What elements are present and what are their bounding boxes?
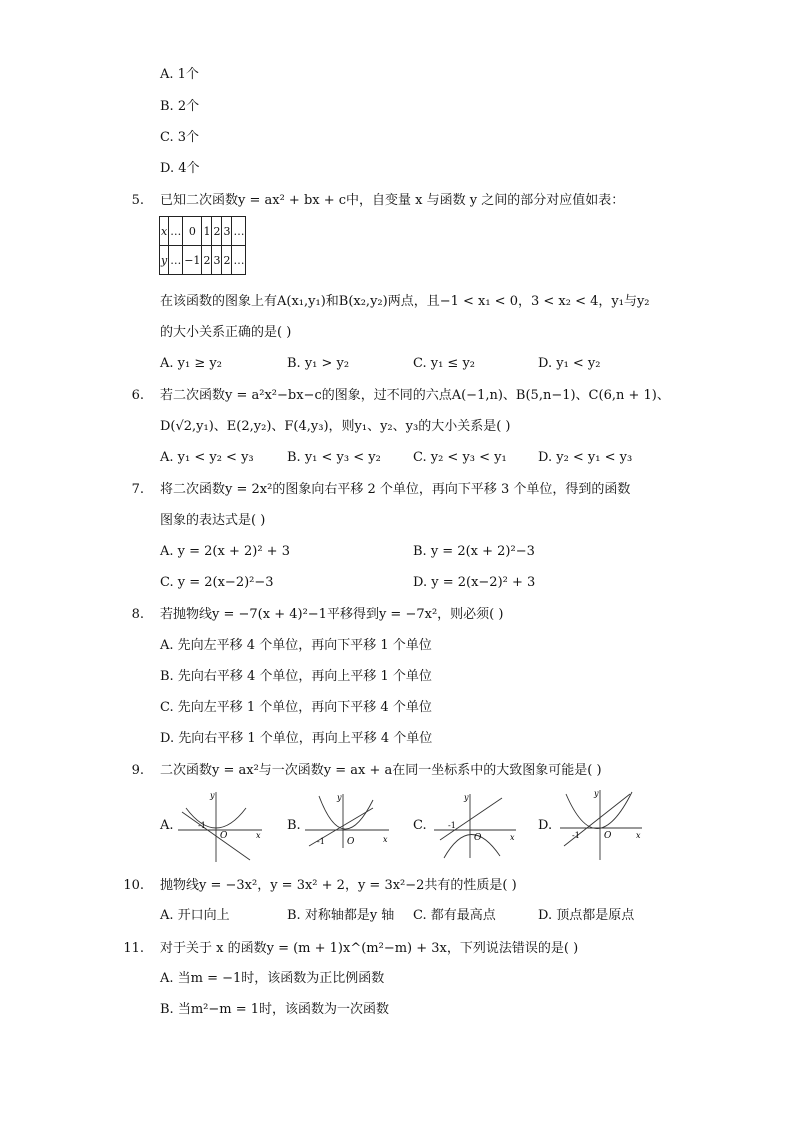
q9-graph-d [556, 786, 648, 862]
table-row [160, 246, 246, 275]
table-cell: −1 [183, 246, 202, 275]
q5-option-b: B. y₁ > y₂ [287, 356, 350, 371]
line-graph [440, 798, 502, 840]
neg-one-label: -1 [448, 821, 456, 830]
q8-option-a: A. 先向左平移 4 个单位，再向下平移 1 个单位 [160, 638, 432, 653]
q9-number: 9. [131, 763, 144, 778]
neg-one-label: -1 [317, 837, 325, 846]
x-axis-label: x [510, 833, 515, 842]
q10-number: 10. [123, 878, 144, 893]
q5-question: 的大小关系正确的是( ) [160, 325, 292, 340]
q4-option-d: D. 4个 [160, 161, 200, 176]
parabola [566, 792, 632, 829]
x-axis-label: x [256, 831, 261, 840]
q7-stem-continued: 图象的表达式是( ) [160, 513, 266, 528]
q6-option-a: A. y₁ < y₂ < y₃ [160, 450, 254, 465]
q6-option-b: B. y₁ < y₃ < y₂ [287, 450, 381, 465]
q8-option-d: D. 先向右平移 1 个单位，再向上平移 4 个单位 [160, 731, 433, 746]
q11-option-b: B. 当m²−m = 1时，该函数为一次函数 [160, 1002, 390, 1017]
q11-option-a: A. 当m = −1时，该函数为正比例函数 [160, 971, 385, 986]
q5-condition: 在该函数的图象上有A(x₁,y₁)和B(x₂,y₂)两点，且−1 < x₁ < 0，3 < x₂ < 4，y₁与y₂ [160, 294, 650, 309]
q9-graph-a-label: A. [160, 818, 174, 833]
q11-number: 11. [123, 941, 144, 956]
q9-stem: 二次函数y = ax²与一次函数y = ax + a在同一坐标系中的大致图象可能是( ) [160, 763, 602, 778]
table-cell: … [169, 246, 183, 275]
q6-stem: 若二次函数y = a²x²−bx−c的图象，过不同的六点A(−1,n)、B(5,n−1)、C(6,n + 1)、 [160, 388, 670, 403]
q10-stem: 抛物线y = −3x²，y = 3x² + 2，y = 3x²−2共有的性质是( ) [160, 878, 517, 893]
y-axis-label: y [594, 789, 599, 798]
origin-label: O [474, 833, 482, 843]
table-cell: 1 [202, 217, 212, 246]
y-axis-label: y [210, 791, 215, 800]
q6-number: 6. [131, 388, 144, 403]
q8-number: 8. [131, 607, 144, 622]
q5-stem: 已知二次函数y = ax² + bx + c中，自变量 x 与函数 y 之间的部分对应值如表： [160, 193, 625, 208]
y-axis-label: y [337, 793, 342, 802]
q11-stem: 对于关于 x 的函数y = (m + 1)x^(m²−m) + 3x，下列说法错误的是( ) [160, 941, 579, 956]
q5-option-a: A. y₁ ≥ y₂ [160, 356, 222, 371]
x-axis-label: x [636, 831, 641, 840]
q4-option-b: B. 2个 [160, 99, 200, 114]
q5-option-d: D. y₁ < y₂ [538, 356, 601, 371]
q10-option-c: C. 都有最高点 [413, 908, 496, 923]
table-cell: … [232, 217, 246, 246]
x-axis-label: x [383, 835, 388, 844]
q5-number: 5. [131, 193, 144, 208]
table-cell: y [160, 246, 169, 275]
neg-one-label: -1 [572, 831, 580, 840]
origin-label: O [604, 831, 612, 841]
q5-option-c: C. y₁ ≤ y₂ [413, 356, 476, 371]
parabola [444, 834, 500, 858]
y-axis-label: y [464, 793, 469, 802]
q7-number: 7. [131, 482, 144, 497]
table-cell: 3 [212, 246, 222, 275]
q10-option-d: D. 顶点都是原点 [538, 908, 635, 923]
q7-option-a: A. y = 2(x + 2)² + 3 [160, 544, 290, 559]
q5-value-table [159, 216, 246, 275]
table-cell: 2 [202, 246, 212, 275]
q9-graph-d-label: D. [538, 818, 553, 833]
q4-option-c: C. 3个 [160, 130, 200, 145]
q7-stem: 将二次函数y = 2x²的图象向右平移 2 个单位，再向下平移 3 个单位，得到的函数 [160, 482, 631, 497]
q6-option-d: D. y₂ < y₁ < y₃ [538, 450, 633, 465]
q7-option-b: B. y = 2(x + 2)²−3 [413, 544, 535, 559]
q9-graph-c-label: C. [413, 818, 427, 833]
origin-label: O [220, 831, 228, 841]
table-cell: x [160, 217, 169, 246]
table-cell: … [232, 246, 246, 275]
q8-option-c: C. 先向左平移 1 个单位，再向下平移 4 个单位 [160, 700, 432, 715]
table-cell: 3 [222, 217, 232, 246]
table-cell: 0 [183, 217, 202, 246]
table-row [160, 217, 246, 246]
q8-option-b: B. 先向右平移 4 个单位，再向上平移 1 个单位 [160, 669, 432, 684]
neg-one-label: -1 [198, 821, 206, 830]
q10-option-a: A. 开口向上 [160, 908, 230, 923]
q6-option-c: C. y₂ < y₃ < y₁ [413, 450, 507, 465]
table-cell: … [169, 217, 183, 246]
q7-option-d: D. y = 2(x−2)² + 3 [413, 575, 536, 590]
q10-option-b: B. 对称轴都是y 轴 [287, 908, 395, 923]
q6-stem-continued: D(√2,y₁)、E(2,y₂)、F(4,y₃)，则y₁、y₂、y₃的大小关系是( ) [160, 419, 511, 434]
q9-graph-b [303, 790, 395, 850]
origin-label: O [347, 837, 355, 847]
q4-option-a: A. 1个 [160, 67, 199, 82]
q9-graph-c [430, 790, 522, 860]
q8-stem: 若抛物线y = −7(x + 4)²−1平移得到y = −7x²，则必须( ) [160, 607, 504, 622]
q7-option-c: C. y = 2(x−2)²−3 [160, 575, 274, 590]
table-cell: 2 [222, 246, 232, 275]
table-cell: 2 [212, 217, 222, 246]
q9-graph-b-label: B. [287, 818, 301, 833]
q9-graph-a [176, 788, 268, 864]
